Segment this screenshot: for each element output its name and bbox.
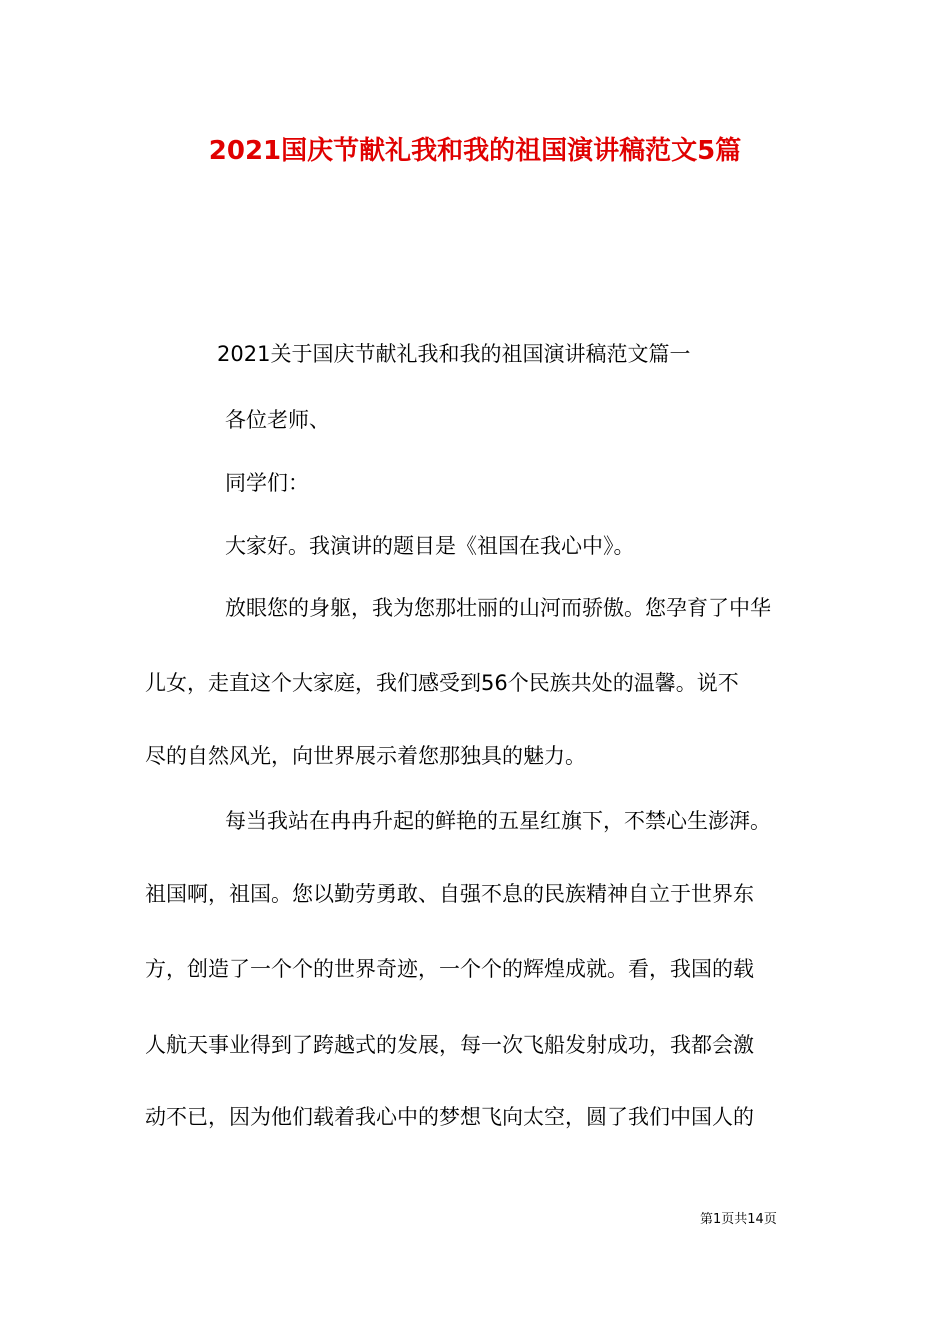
body-line: 放眼您的身躯，我为您那壮丽的山河而骄傲。您孕育了中华	[225, 596, 771, 620]
section-heading: 2021关于国庆节献礼我和我的祖国演讲稿范文篇一	[217, 342, 691, 366]
body-line: 儿女，走直这个大家庭，我们感受到56个民族共处的温馨。说不	[145, 671, 739, 695]
salutation-line: 同学们：	[225, 471, 309, 495]
salutation-line: 各位老师、	[225, 408, 330, 432]
body-line: 方，创造了一个个的世界奇迹，一个个的辉煌成就。看，我国的载	[145, 957, 754, 981]
page-footer: 第1页共14页	[700, 1212, 777, 1227]
body-line: 动不已，因为他们载着我心中的梦想飞向太空，圆了我们中国人的	[145, 1105, 754, 1129]
body-line: 每当我站在冉冉升起的鲜艳的五星红旗下，不禁心生澎湃。	[225, 809, 771, 833]
document-title: 2021国庆节献礼我和我的祖国演讲稿范文5篇	[208, 136, 742, 166]
body-line: 人航天事业得到了跨越式的发展，每一次飞船发射成功，我都会激	[145, 1033, 754, 1057]
body-line: 祖国啊，祖国。您以勤劳勇敢、自强不息的民族精神自立于世界东	[145, 882, 754, 906]
body-line: 大家好。我演讲的题目是《祖国在我心中》。	[225, 534, 635, 558]
body-line: 尽的自然风光，向世界展示着您那独具的魅力。	[145, 744, 586, 768]
